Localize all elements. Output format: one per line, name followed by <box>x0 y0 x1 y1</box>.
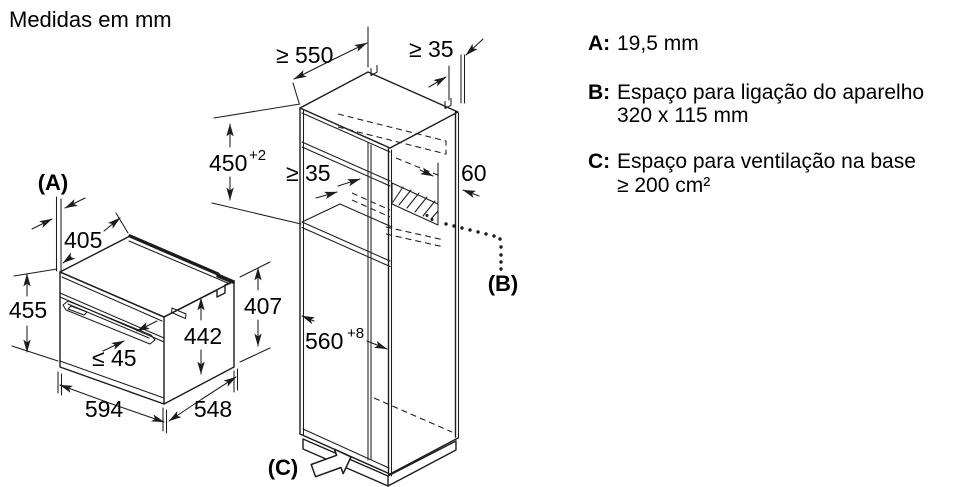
legend-value-c-line2: ≥ 200 cm² <box>617 174 711 197</box>
legend-value-b-line1: Espaço para ligação do aparelho <box>617 81 925 104</box>
legend <box>588 32 924 197</box>
oven-dim-height-front: 455 <box>8 297 48 323</box>
cabinet-dim-niche-width-tol: +8 <box>347 325 365 342</box>
oven-label-a: (A) <box>37 170 69 195</box>
cabinet-drawing <box>300 65 503 486</box>
connection-space-hatch <box>392 183 438 225</box>
cabinet-dim-niche-height: 450 <box>209 150 248 176</box>
oven-dim-depth: 548 <box>193 396 233 422</box>
legend-value-c-line1: Espaço para ventilação na base <box>617 150 916 173</box>
oven-drawing <box>60 236 234 404</box>
legend-key-a: A: <box>588 32 611 55</box>
legend-key-c: C: <box>588 150 611 173</box>
cabinet-label-b: (B) <box>487 271 519 296</box>
oven-dim-depth-top: 405 <box>64 227 103 253</box>
cabinet-dim-conn-offset: 60 <box>461 160 487 186</box>
cabinet-dim-niche-width: 560 <box>305 328 344 354</box>
cabinet-dim-depth-min: ≥ 550 <box>276 42 334 68</box>
oven-dim-height-inner: 442 <box>183 323 223 349</box>
connection-space-leader <box>444 222 502 270</box>
oven-dim-handle: ≤ 45 <box>92 345 137 371</box>
cabinet-dim-niche-height-tol: +2 <box>249 147 267 164</box>
legend-value-a: 19,5 mm <box>617 32 699 55</box>
legend-key-b: B: <box>588 81 611 104</box>
oven-dim-height-rear: 407 <box>243 293 283 319</box>
legend-value-b-line2: 320 x 115 mm <box>617 104 749 127</box>
cabinet-dim-gap-top: ≥ 35 <box>409 36 454 62</box>
cabinet-dimensions <box>209 27 518 480</box>
cabinet-dim-gap-rear: ≥ 35 <box>286 160 331 186</box>
cabinet-label-c: (C) <box>267 455 299 480</box>
oven-dim-width: 594 <box>84 396 124 422</box>
page-title: Medidas em mm <box>9 7 172 32</box>
